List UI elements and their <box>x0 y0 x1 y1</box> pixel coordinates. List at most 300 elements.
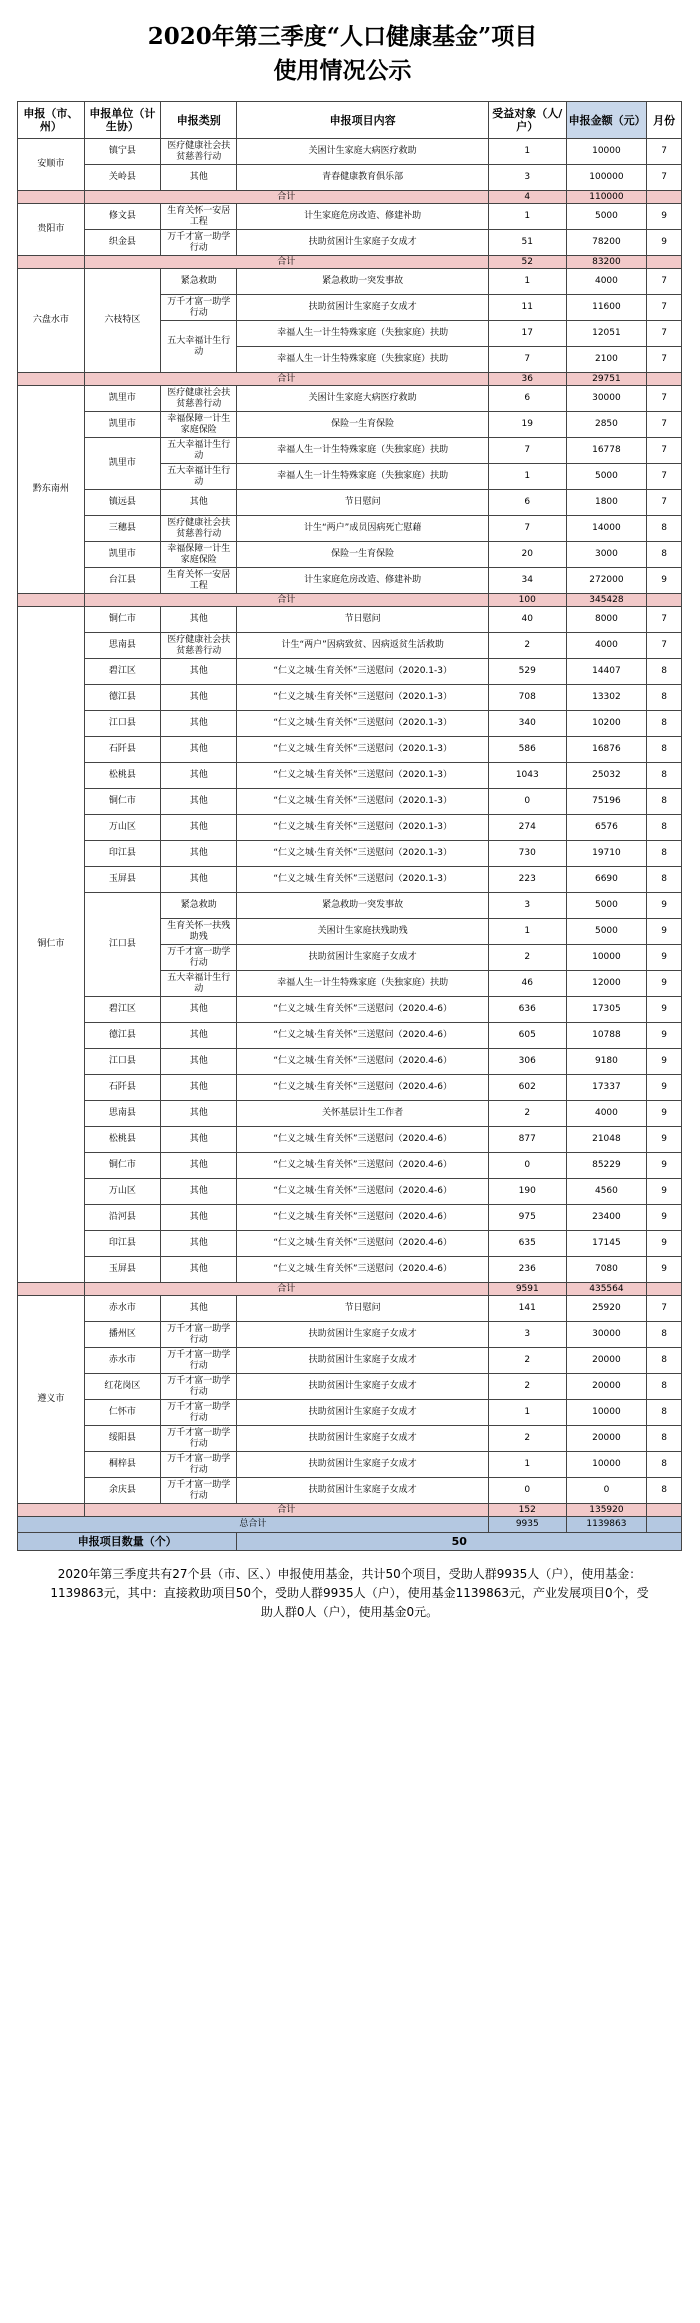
beneficiaries-cell: 1 <box>488 269 566 295</box>
table-row <box>18 1426 682 1452</box>
title-line-2: 使用情况公示 <box>273 57 412 84</box>
unit-cell: 赤水市 <box>84 1296 160 1322</box>
amount-cell: 2100 <box>566 347 647 373</box>
table-row <box>18 412 682 438</box>
content-cell: “仁义之城·生育关怀”三送慰问（2020.4-6） <box>237 1127 488 1153</box>
amount-cell: 23400 <box>566 1205 647 1231</box>
table-body <box>18 139 682 1623</box>
subtotal-beneficiaries: 9591 <box>488 1283 566 1296</box>
subtotal-row <box>18 373 682 386</box>
category-cell: 万千才富一助学行动 <box>161 1322 237 1348</box>
month-cell: 8 <box>647 685 682 711</box>
month-cell: 9 <box>647 1049 682 1075</box>
beneficiaries-cell: 877 <box>488 1127 566 1153</box>
category-cell: 其他 <box>161 997 237 1023</box>
month-cell: 9 <box>647 997 682 1023</box>
table-row <box>18 490 682 516</box>
beneficiaries-cell: 17 <box>488 321 566 347</box>
beneficiaries-cell: 1 <box>488 139 566 165</box>
month-cell: 8 <box>647 1374 682 1400</box>
unit-cell: 万山区 <box>84 815 160 841</box>
category-cell: 医疗健康社会扶贫慈善行动 <box>161 139 237 165</box>
content-cell: 保险一生育保险 <box>237 542 488 568</box>
table-row <box>18 1374 682 1400</box>
table-row <box>18 438 682 464</box>
content-cell: 幸福人生一计生特殊家庭（失独家庭）扶助 <box>237 347 488 373</box>
month-cell: 9 <box>647 1153 682 1179</box>
content-cell: “仁义之城·生育关怀”三送慰问（2020.1-3） <box>237 763 488 789</box>
table-row <box>18 1023 682 1049</box>
beneficiaries-cell: 236 <box>488 1257 566 1283</box>
amount-cell: 14000 <box>566 516 647 542</box>
month-cell: 8 <box>647 1400 682 1426</box>
category-cell: 其他 <box>161 685 237 711</box>
content-cell: 幸福人生一计生特殊家庭（失独家庭）扶助 <box>237 321 488 347</box>
content-cell: 幸福人生一计生特殊家庭（失独家庭）扶助 <box>237 464 488 490</box>
month-cell: 9 <box>647 1231 682 1257</box>
amount-cell: 85229 <box>566 1153 647 1179</box>
unit-cell: 沿河县 <box>84 1205 160 1231</box>
beneficiaries-cell: 0 <box>488 789 566 815</box>
table-row <box>18 269 682 295</box>
unit-cell: 六枝特区 <box>84 269 160 373</box>
amount-cell: 4560 <box>566 1179 647 1205</box>
month-cell: 8 <box>647 1322 682 1348</box>
month-cell: 7 <box>647 295 682 321</box>
unit-cell: 玉屏县 <box>84 1257 160 1283</box>
subtotal-amount: 83200 <box>566 256 647 269</box>
beneficiaries-cell: 1043 <box>488 763 566 789</box>
category-cell: 其他 <box>161 1023 237 1049</box>
amount-cell: 12051 <box>566 321 647 347</box>
category-cell: 幸福保障一计生家庭保险 <box>161 542 237 568</box>
unit-cell: 印江县 <box>84 1231 160 1257</box>
month-cell: 8 <box>647 1478 682 1504</box>
category-cell: 万千才富一助学行动 <box>161 1478 237 1504</box>
month-cell: 9 <box>647 204 682 230</box>
subtotal-beneficiaries: 152 <box>488 1504 566 1517</box>
beneficiaries-cell: 19 <box>488 412 566 438</box>
content-cell: 幸福人生一计生特殊家庭（失独家庭）扶助 <box>237 971 488 997</box>
unit-cell: 台江县 <box>84 568 160 594</box>
category-cell: 生育关怀一安居工程 <box>161 204 237 230</box>
month-cell: 7 <box>647 412 682 438</box>
category-cell: 万千才富一助学行动 <box>161 1426 237 1452</box>
amount-cell: 17145 <box>566 1231 647 1257</box>
unit-cell: 松桃县 <box>84 1127 160 1153</box>
content-cell: 计生“两户”成员因病死亡慰藉 <box>237 516 488 542</box>
project-count-value: 50 <box>237 1533 682 1551</box>
category-cell: 其他 <box>161 711 237 737</box>
table-row <box>18 711 682 737</box>
category-cell: 万千才富一助学行动 <box>161 230 237 256</box>
content-cell: 计生家庭危房改造、修建补助 <box>237 204 488 230</box>
content-cell: “仁义之城·生育关怀”三送慰问（2020.4-6） <box>237 1231 488 1257</box>
beneficiaries-cell: 602 <box>488 1075 566 1101</box>
month-cell: 8 <box>647 1426 682 1452</box>
beneficiaries-cell: 0 <box>488 1153 566 1179</box>
unit-cell: 玉屏县 <box>84 867 160 893</box>
unit-cell: 铜仁市 <box>84 789 160 815</box>
content-cell: 扶助贫困计生家庭子女成才 <box>237 1452 488 1478</box>
subtotal-blank <box>18 256 85 269</box>
beneficiaries-cell: 274 <box>488 815 566 841</box>
beneficiaries-cell: 636 <box>488 997 566 1023</box>
content-cell: 保险一生育保险 <box>237 412 488 438</box>
table-row <box>18 867 682 893</box>
category-cell: 其他 <box>161 763 237 789</box>
subtotal-blank <box>18 1504 85 1517</box>
amount-cell: 17337 <box>566 1075 647 1101</box>
table-row <box>18 1257 682 1283</box>
unit-cell: 红花岗区 <box>84 1374 160 1400</box>
unit-cell: 仁怀市 <box>84 1400 160 1426</box>
beneficiaries-cell: 40 <box>488 607 566 633</box>
city-cell: 遵义市 <box>18 1296 85 1504</box>
category-cell: 其他 <box>161 1075 237 1101</box>
beneficiaries-cell: 3 <box>488 165 566 191</box>
beneficiaries-cell: 6 <box>488 490 566 516</box>
content-cell: “仁义之城·生育关怀”三送慰问（2020.1-3） <box>237 841 488 867</box>
unit-cell: 铜仁市 <box>84 1153 160 1179</box>
content-cell: 扶助贫困计生家庭子女成才 <box>237 945 488 971</box>
subtotal-blank <box>18 373 85 386</box>
amount-cell: 6690 <box>566 867 647 893</box>
amount-cell: 20000 <box>566 1348 647 1374</box>
subtotal-beneficiaries: 52 <box>488 256 566 269</box>
month-cell: 7 <box>647 464 682 490</box>
month-cell: 9 <box>647 568 682 594</box>
subtotal-beneficiaries: 4 <box>488 191 566 204</box>
category-cell: 紧急救助 <box>161 893 237 919</box>
table-row <box>18 659 682 685</box>
summary-note: 2020年第三季度共有27个县（市、区、）申报使用基金，共计50个项目，受助人群9935人（户），使用基金：1139863元，其中：直接救助项目50个，受助人群9935人（户），使用基金1139863元，产业发展项目0个，受助人群0人（户），使用基金0元。 <box>50 1567 649 1619</box>
subtotal-blank <box>18 1283 85 1296</box>
subtotal-beneficiaries: 36 <box>488 373 566 386</box>
content-cell: 计生“两户”因病致贫、因病返贫生活救助 <box>237 633 488 659</box>
table-row <box>18 607 682 633</box>
project-count-row <box>18 1533 682 1551</box>
beneficiaries-cell: 2 <box>488 945 566 971</box>
unit-cell: 石阡县 <box>84 1075 160 1101</box>
beneficiaries-cell: 2 <box>488 1101 566 1127</box>
amount-cell: 17305 <box>566 997 647 1023</box>
table-row <box>18 997 682 1023</box>
unit-cell: 德江县 <box>84 685 160 711</box>
subtotal-month-blank <box>647 1504 682 1517</box>
amount-cell: 2850 <box>566 412 647 438</box>
amount-cell: 1800 <box>566 490 647 516</box>
beneficiaries-cell: 6 <box>488 386 566 412</box>
beneficiaries-cell: 635 <box>488 1231 566 1257</box>
content-cell: 紧急救助一突发事故 <box>237 269 488 295</box>
category-cell: 其他 <box>161 737 237 763</box>
unit-cell: 碧江区 <box>84 659 160 685</box>
table-row <box>18 1296 682 1322</box>
amount-cell: 5000 <box>566 919 647 945</box>
content-cell: “仁义之城·生育关怀”三送慰问（2020.4-6） <box>237 997 488 1023</box>
beneficiaries-cell: 51 <box>488 230 566 256</box>
unit-cell: 万山区 <box>84 1179 160 1205</box>
content-cell: 关困计生家庭大病医疗救助 <box>237 386 488 412</box>
table-row <box>18 893 682 919</box>
amount-cell: 30000 <box>566 386 647 412</box>
subtotal-label: 合计 <box>84 373 488 386</box>
category-cell: 其他 <box>161 659 237 685</box>
amount-cell: 5000 <box>566 204 647 230</box>
amount-cell: 19710 <box>566 841 647 867</box>
month-cell: 8 <box>647 737 682 763</box>
content-cell: 扶助贫困计生家庭子女成才 <box>237 1426 488 1452</box>
category-cell: 其他 <box>161 165 237 191</box>
content-cell: “仁义之城·生育关怀”三送慰问（2020.1-3） <box>237 867 488 893</box>
category-cell: 其他 <box>161 1101 237 1127</box>
header-city: 申报（市、州） <box>18 102 85 139</box>
table-row <box>18 1101 682 1127</box>
category-cell: 万千才富一助学行动 <box>161 1348 237 1374</box>
month-cell: 8 <box>647 1452 682 1478</box>
content-cell: 扶助贫困计生家庭子女成才 <box>237 1322 488 1348</box>
content-cell: “仁义之城·生育关怀”三送慰问（2020.1-3） <box>237 685 488 711</box>
unit-cell: 思南县 <box>84 633 160 659</box>
amount-cell: 14407 <box>566 659 647 685</box>
unit-cell: 凯里市 <box>84 542 160 568</box>
beneficiaries-cell: 306 <box>488 1049 566 1075</box>
content-cell: “仁义之城·生育关怀”三送慰问（2020.1-3） <box>237 789 488 815</box>
content-cell: 计生家庭危房改造、修建补助 <box>237 568 488 594</box>
subtotal-amount: 110000 <box>566 191 647 204</box>
fund-usage-table <box>17 101 682 1622</box>
category-cell: 生育关怀一扶残助残 <box>161 919 237 945</box>
content-cell: 关困计生家庭大病医疗救助 <box>237 139 488 165</box>
month-cell: 9 <box>647 230 682 256</box>
content-cell: 青春健康教育俱乐部 <box>237 165 488 191</box>
table-row <box>18 633 682 659</box>
beneficiaries-cell: 190 <box>488 1179 566 1205</box>
beneficiaries-cell: 3 <box>488 893 566 919</box>
header-amount: 申报金额（元） <box>566 102 647 139</box>
category-cell: 幸福保障一计生家庭保险 <box>161 412 237 438</box>
amount-cell: 12000 <box>566 971 647 997</box>
subtotal-row <box>18 191 682 204</box>
city-cell: 贵阳市 <box>18 204 85 256</box>
month-cell: 9 <box>647 1257 682 1283</box>
table-row <box>18 165 682 191</box>
beneficiaries-cell: 2 <box>488 633 566 659</box>
category-cell: 其他 <box>161 789 237 815</box>
unit-cell: 凯里市 <box>84 412 160 438</box>
month-cell: 7 <box>647 347 682 373</box>
amount-cell: 25032 <box>566 763 647 789</box>
beneficiaries-cell: 975 <box>488 1205 566 1231</box>
month-cell: 7 <box>647 633 682 659</box>
subtotal-amount: 435564 <box>566 1283 647 1296</box>
category-cell: 其他 <box>161 815 237 841</box>
unit-cell: 印江县 <box>84 841 160 867</box>
month-cell: 8 <box>647 815 682 841</box>
subtotal-label: 合计 <box>84 1283 488 1296</box>
unit-cell: 松桃县 <box>84 763 160 789</box>
beneficiaries-cell: 2 <box>488 1374 566 1400</box>
content-cell: “仁义之城·生育关怀”三送慰问（2020.4-6） <box>237 1075 488 1101</box>
month-cell: 8 <box>647 542 682 568</box>
amount-cell: 7080 <box>566 1257 647 1283</box>
content-cell: 扶助贫困计生家庭子女成才 <box>237 1374 488 1400</box>
month-cell: 8 <box>647 1348 682 1374</box>
month-cell: 9 <box>647 1023 682 1049</box>
amount-cell: 78200 <box>566 230 647 256</box>
table-row <box>18 230 682 256</box>
unit-cell: 赤水市 <box>84 1348 160 1374</box>
beneficiaries-cell: 2 <box>488 1348 566 1374</box>
table-row <box>18 1179 682 1205</box>
subtotal-blank <box>18 594 85 607</box>
content-cell: 扶助贫困计生家庭子女成才 <box>237 1400 488 1426</box>
category-cell: 医疗健康社会扶贫慈善行动 <box>161 386 237 412</box>
amount-cell: 10788 <box>566 1023 647 1049</box>
unit-cell: 铜仁市 <box>84 607 160 633</box>
beneficiaries-cell: 1 <box>488 204 566 230</box>
content-cell: 关困计生家庭扶残助残 <box>237 919 488 945</box>
subtotal-month-blank <box>647 594 682 607</box>
table-row <box>18 685 682 711</box>
subtotal-label: 合计 <box>84 256 488 269</box>
unit-cell: 石阡县 <box>84 737 160 763</box>
unit-cell: 江口县 <box>84 711 160 737</box>
grand-total-amount: 1139863 <box>566 1517 647 1533</box>
subtotal-row <box>18 1504 682 1517</box>
unit-cell: 碧江区 <box>84 997 160 1023</box>
unit-cell: 镇宁县 <box>84 139 160 165</box>
amount-cell: 10000 <box>566 139 647 165</box>
month-cell: 7 <box>647 438 682 464</box>
content-cell: 关怀基层计生工作者 <box>237 1101 488 1127</box>
amount-cell: 11600 <box>566 295 647 321</box>
amount-cell: 13302 <box>566 685 647 711</box>
category-cell: 紧急救助 <box>161 269 237 295</box>
table-row <box>18 1348 682 1374</box>
unit-cell: 凯里市 <box>84 386 160 412</box>
month-cell: 7 <box>647 165 682 191</box>
month-cell: 8 <box>647 867 682 893</box>
subtotal-amount: 29751 <box>566 373 647 386</box>
amount-cell: 30000 <box>566 1322 647 1348</box>
amount-cell: 3000 <box>566 542 647 568</box>
header-row <box>18 102 682 139</box>
subtotal-row <box>18 1283 682 1296</box>
category-cell: 其他 <box>161 1231 237 1257</box>
beneficiaries-cell: 141 <box>488 1296 566 1322</box>
header-month: 月份 <box>647 102 682 139</box>
beneficiaries-cell: 0 <box>488 1478 566 1504</box>
beneficiaries-cell: 20 <box>488 542 566 568</box>
city-cell: 安顺市 <box>18 139 85 191</box>
category-cell: 其他 <box>161 867 237 893</box>
beneficiaries-cell: 1 <box>488 1400 566 1426</box>
content-cell: “仁义之城·生育关怀”三送慰问（2020.1-3） <box>237 659 488 685</box>
category-cell: 五大幸福计生行动 <box>161 464 237 490</box>
content-cell: “仁义之城·生育关怀”三送慰问（2020.4-6） <box>237 1023 488 1049</box>
table-row <box>18 1322 682 1348</box>
month-cell: 9 <box>647 945 682 971</box>
category-cell: 其他 <box>161 1049 237 1075</box>
month-cell: 9 <box>647 1127 682 1153</box>
subtotal-label: 合计 <box>84 1504 488 1517</box>
category-cell: 万千才富一助学行动 <box>161 1452 237 1478</box>
subtotal-month-blank <box>647 191 682 204</box>
table-row <box>18 542 682 568</box>
header-unit: 申报单位（计生协） <box>84 102 160 139</box>
table-row <box>18 568 682 594</box>
category-cell: 生育关怀一安居工程 <box>161 568 237 594</box>
category-cell: 其他 <box>161 1153 237 1179</box>
category-cell: 其他 <box>161 1179 237 1205</box>
amount-cell: 4000 <box>566 1101 647 1127</box>
amount-cell: 25920 <box>566 1296 647 1322</box>
table-row <box>18 1049 682 1075</box>
content-cell: 节日慰问 <box>237 490 488 516</box>
month-cell: 8 <box>647 763 682 789</box>
category-cell: 万千才富一助学行动 <box>161 295 237 321</box>
amount-cell: 272000 <box>566 568 647 594</box>
category-cell: 五大幸福计生行动 <box>161 321 237 373</box>
table-row <box>18 789 682 815</box>
category-cell: 其他 <box>161 490 237 516</box>
month-cell: 9 <box>647 1179 682 1205</box>
content-cell: “仁义之城·生育关怀”三送慰问（2020.4-6） <box>237 1049 488 1075</box>
amount-cell: 0 <box>566 1478 647 1504</box>
amount-cell: 5000 <box>566 893 647 919</box>
table-row <box>18 1478 682 1504</box>
amount-cell: 5000 <box>566 464 647 490</box>
category-cell: 其他 <box>161 1257 237 1283</box>
amount-cell: 16876 <box>566 737 647 763</box>
unit-cell: 三穗县 <box>84 516 160 542</box>
subtotal-row <box>18 594 682 607</box>
month-cell: 7 <box>647 269 682 295</box>
city-cell: 铜仁市 <box>18 607 85 1283</box>
unit-cell: 江口县 <box>84 1049 160 1075</box>
unit-cell: 江口县 <box>84 893 160 997</box>
beneficiaries-cell: 730 <box>488 841 566 867</box>
amount-cell: 20000 <box>566 1374 647 1400</box>
content-cell: 节日慰问 <box>237 607 488 633</box>
amount-cell: 10000 <box>566 945 647 971</box>
table-row <box>18 1231 682 1257</box>
unit-cell: 镇远县 <box>84 490 160 516</box>
beneficiaries-cell: 7 <box>488 438 566 464</box>
month-cell: 9 <box>647 919 682 945</box>
table-row <box>18 1075 682 1101</box>
content-cell: 节日慰问 <box>237 1296 488 1322</box>
amount-cell: 4000 <box>566 269 647 295</box>
unit-cell: 播州区 <box>84 1322 160 1348</box>
month-cell: 8 <box>647 789 682 815</box>
beneficiaries-cell: 340 <box>488 711 566 737</box>
month-cell: 7 <box>647 607 682 633</box>
month-cell: 9 <box>647 893 682 919</box>
beneficiaries-cell: 34 <box>488 568 566 594</box>
beneficiaries-cell: 1 <box>488 919 566 945</box>
table-row <box>18 815 682 841</box>
category-cell: 五大幸福计生行动 <box>161 971 237 997</box>
title-line-1: 2020年第三季度“人口健康基金”项目 <box>147 23 538 50</box>
table-row <box>18 1400 682 1426</box>
amount-cell: 9180 <box>566 1049 647 1075</box>
category-cell: 万千才富一助学行动 <box>161 1374 237 1400</box>
table-row <box>18 139 682 165</box>
unit-cell: 桐梓县 <box>84 1452 160 1478</box>
